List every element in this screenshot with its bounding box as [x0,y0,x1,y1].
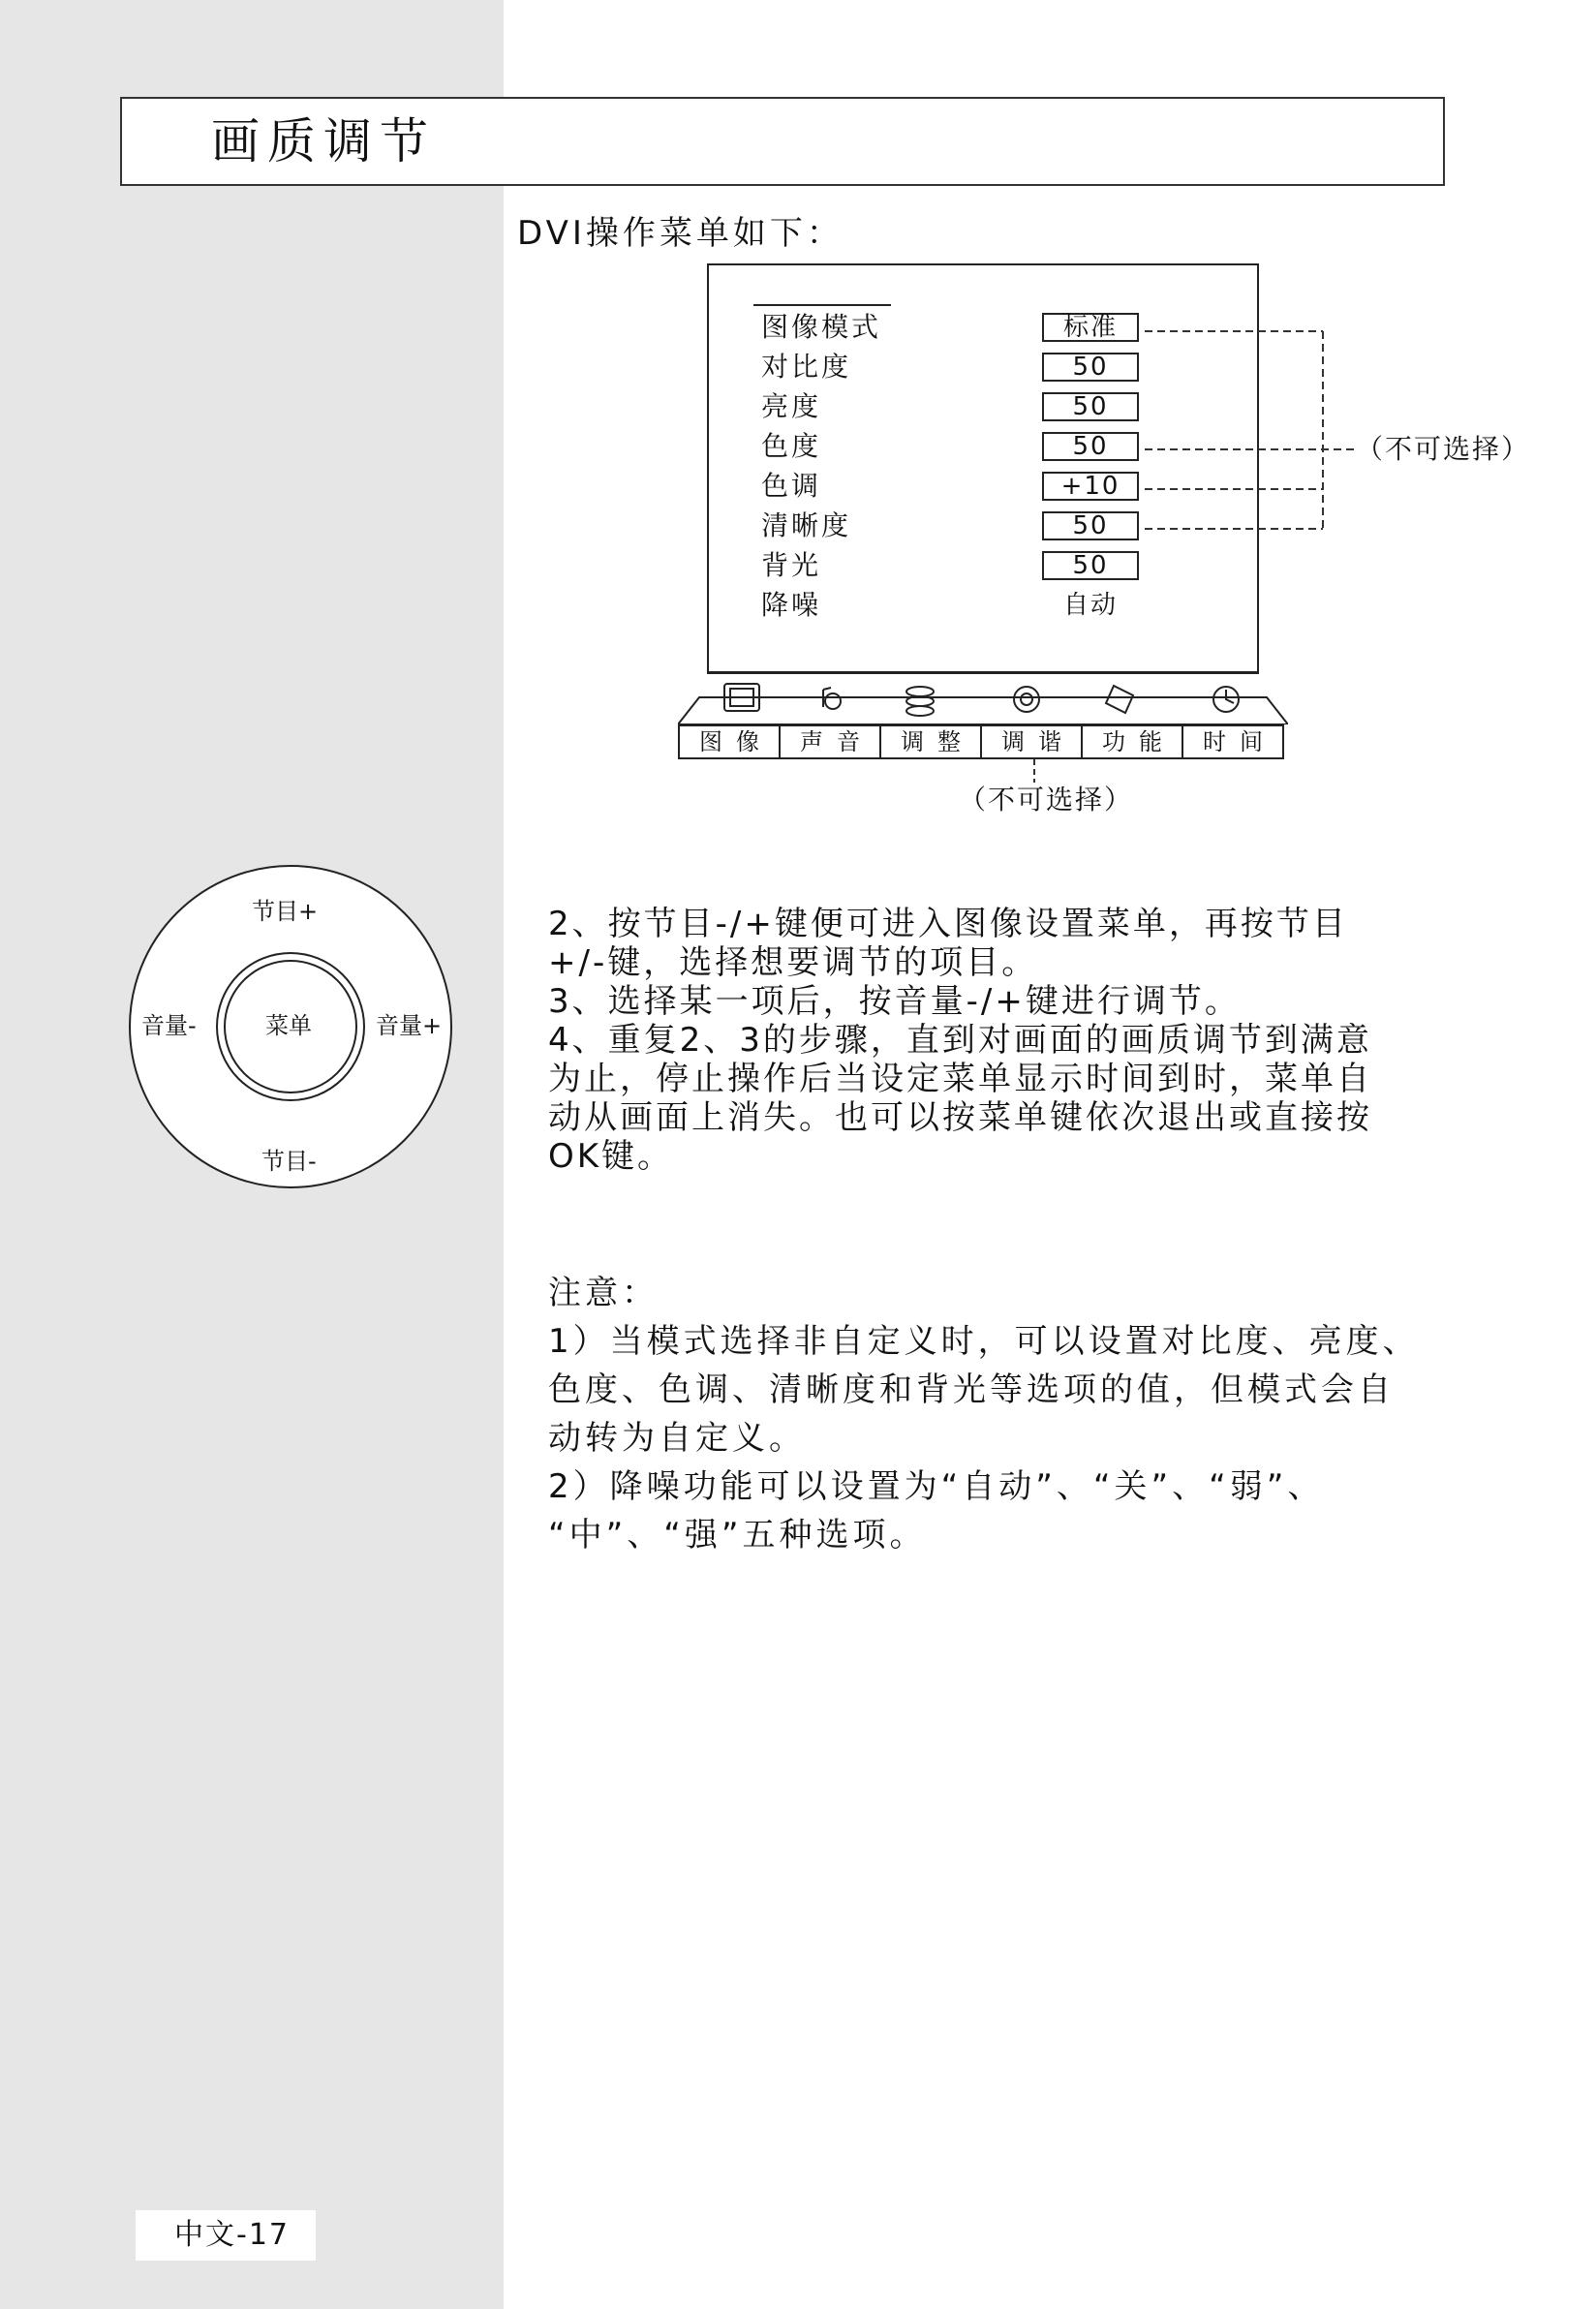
step-line: 3、选择某一项后，按音量-/+键进行调节。 [548,982,1241,1021]
step-line: 4、重复2、3的步骤，直到对画面的画质调节到满意 [548,1021,1372,1060]
menu-row-noise-reduction [709,586,1257,625]
tab-tuning: 调谐 [982,726,1083,757]
tab-sound: 声音 [781,726,881,757]
note-line: “中”、“强”五种选项。 [548,1516,927,1555]
tab-time: 时间 [1203,728,1276,755]
step-line: OK键。 [548,1137,674,1176]
tab-dashed-leader [1032,759,1036,783]
note-line: 1）当模式选择非自定义时，可以设置对比度、亮度、 [548,1322,1420,1361]
menu-label: 色度 [761,430,822,462]
remote-dial-diagram [128,864,453,1189]
not-selectable-note: （不可选择） [1356,433,1531,465]
dial-volume-up: 音量+ [376,1012,443,1039]
menu-label: 色调 [761,470,822,502]
notes-heading: 注意： [548,1274,659,1312]
menu-tab-bar [678,724,1284,759]
step-line: 为止，停止操作后当设定菜单显示时间到时，菜单自 [548,1060,1372,1098]
dial-volume-down: 音量- [141,1012,197,1039]
menu-label: 背光 [761,549,822,581]
menu-label: 亮度 [761,390,822,422]
page-number: 中文-17 [174,2218,290,2252]
tab-adjust: 调整 [881,726,982,757]
dial-channel-up: 节目+ [252,898,319,925]
dashed-leader-lines [1123,310,1356,542]
tab-picture: 图像 [680,726,781,757]
menu-value-box: 50 [1042,432,1139,461]
note-line: 动转为自定义。 [548,1419,806,1458]
menu-value-text: 自动 [1042,586,1139,615]
title-box [120,97,1445,186]
dial-channel-down: 节目- [261,1148,317,1175]
menu-highlight-line [753,304,891,306]
menu-value-box: 标准 [1042,313,1139,342]
step-line: 动从画面上消失。也可以按菜单键依次退出或直接按 [548,1098,1372,1137]
step-line: +/-键，选择想要调节的项目。 [548,943,1038,982]
menu-label: 对比度 [761,351,852,383]
tab-not-selectable-note: （不可选择） [959,784,1134,816]
instruction-steps [548,905,1536,1176]
menu-label: 降噪 [761,589,822,621]
step-line: 2、按节目-/+键便可进入图像设置菜单，再按节目 [548,905,1348,943]
page-number-box [136,2210,316,2261]
tab-function: 功能 [1083,726,1183,757]
menu-value-box: 50 [1042,511,1139,540]
menu-value-box: 50 [1042,353,1139,382]
intro-text: DVI操作菜单如下： [517,214,844,253]
note-line: 色度、色调、清晰度和背光等选项的值，但模式会自 [548,1370,1395,1409]
menu-row-backlight [709,546,1257,585]
notes-section [548,1269,1536,1559]
tab-icon-strip [678,678,1288,724]
dial-menu-center: 菜单 [265,1012,312,1039]
menu-value-box: +10 [1042,472,1139,501]
menu-label: 图像模式 [761,311,882,343]
note-line: 2）降噪功能可以设置为“自动”、“关”、“弱”、 [548,1467,1325,1506]
menu-value-box: 50 [1042,551,1139,580]
menu-value-box: 50 [1042,392,1139,421]
menu-label: 清晰度 [761,509,852,541]
page-title: 画质调节 [211,113,436,169]
